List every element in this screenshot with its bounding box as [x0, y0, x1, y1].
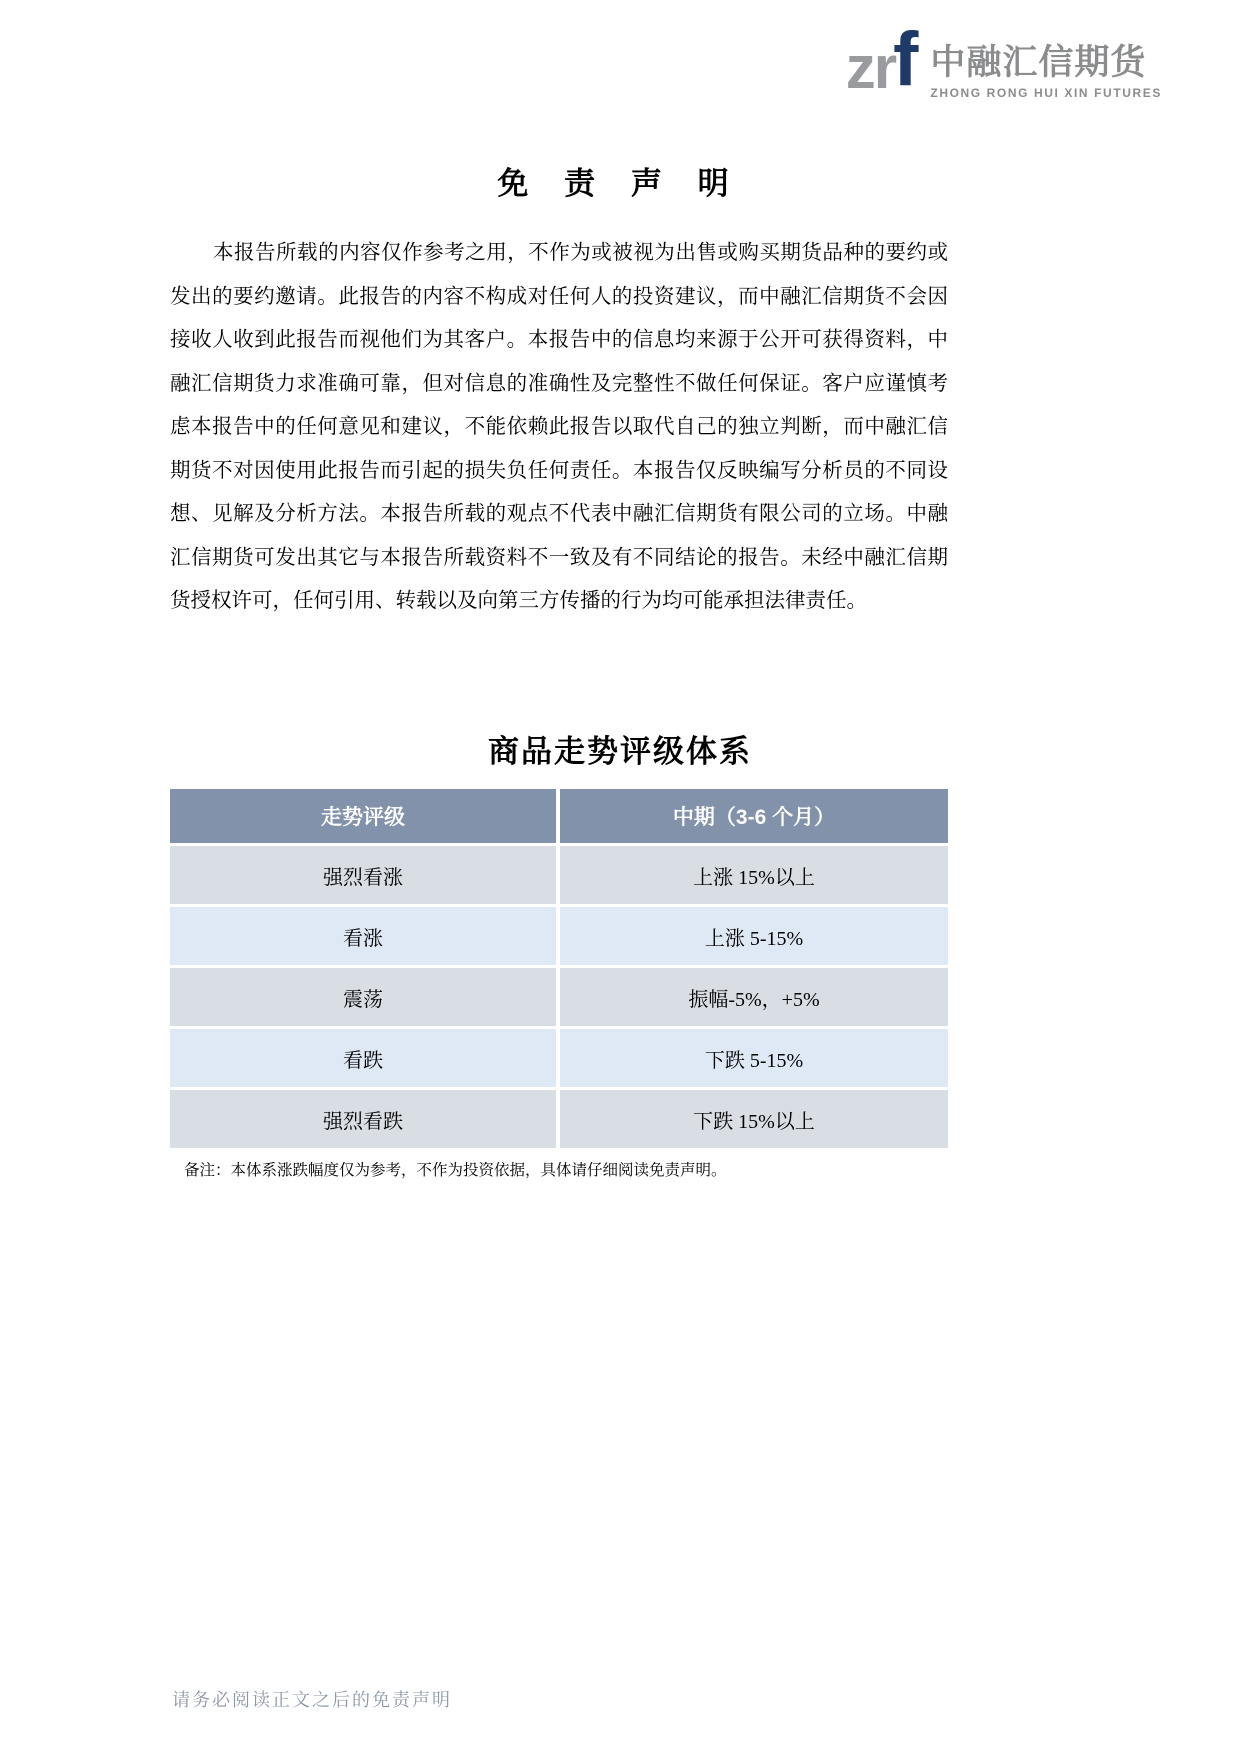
table-note: 备注：本体系涨跌幅度仅为参考，不作为投资依据，具体请仔细阅读免责声明。 — [184, 1162, 727, 1179]
footer-disclaimer: 请务必阅读正文之后的免责声明 — [172, 1690, 452, 1710]
company-name-cn: 中融汇信期货 — [930, 43, 1147, 82]
zrf-logo-mark — [845, 17, 919, 102]
table-cell-range: 上涨 5-15% — [560, 907, 948, 965]
table-cell-range: 下跌 5-15% — [560, 1029, 948, 1087]
rating-table — [170, 789, 948, 1148]
table-cell-rating: 强烈看涨 — [170, 846, 556, 904]
logo-letter-f: f — [893, 17, 919, 102]
company-logo — [845, 17, 1162, 102]
table-cell-rating: 强烈看跌 — [170, 1090, 556, 1148]
disclaimer-paragraph: 本报告所载的内容仅作参考之用，不作为或被视为出售或购买期货品种的要约或发出的要约邀请。此报告的内容不构成对任何人的投资建议，而中融汇信期货不会因接收人收到此报告而视他们为其客户。本报告中的信息均来源于公开可获得资料，中融汇信期货力求准确可靠，但对信息的准确性及完整性不做任何保证。客户应谨慎考虑本报告中的任何意见和建议，不能依赖此报告以取代自己的独立判断，而中融汇信期货不对因使用此报告而引起的损失负任何责任。本报告仅反映编写分析员的不同设想、见解及分析方法。本报告所载的观点不代表中融汇信期货有限公司的立场。中融汇信期货可发出其它与本报告所载资料不一致及有不同结论的报告。未经中融汇信期货授权许可，任何引用、转载以及向第三方传播的行为均可能承担法律责任。 — [170, 242, 948, 612]
table-cell-range: 振幅-5%，+5% — [560, 968, 948, 1026]
page-title: 免 责 声 明 — [497, 166, 743, 201]
logo-letters-zr: zr — [845, 34, 896, 101]
table-cell-range: 上涨 15%以上 — [560, 846, 948, 904]
table-cell-rating: 看跌 — [170, 1029, 556, 1087]
table-header-rating: 走势评级 — [170, 789, 556, 843]
table-cell-rating: 看涨 — [170, 907, 556, 965]
section-title: 商品走势评级体系 — [488, 734, 752, 769]
table-cell-range: 下跌 15%以上 — [560, 1090, 948, 1148]
logo-text-block — [930, 22, 1162, 100]
table-header-midterm: 中期（3-6 个月） — [560, 789, 948, 843]
company-name-en: ZHONG RONG HUI XIN FUTURES — [930, 85, 1162, 100]
table-cell-rating: 震荡 — [170, 968, 556, 1026]
